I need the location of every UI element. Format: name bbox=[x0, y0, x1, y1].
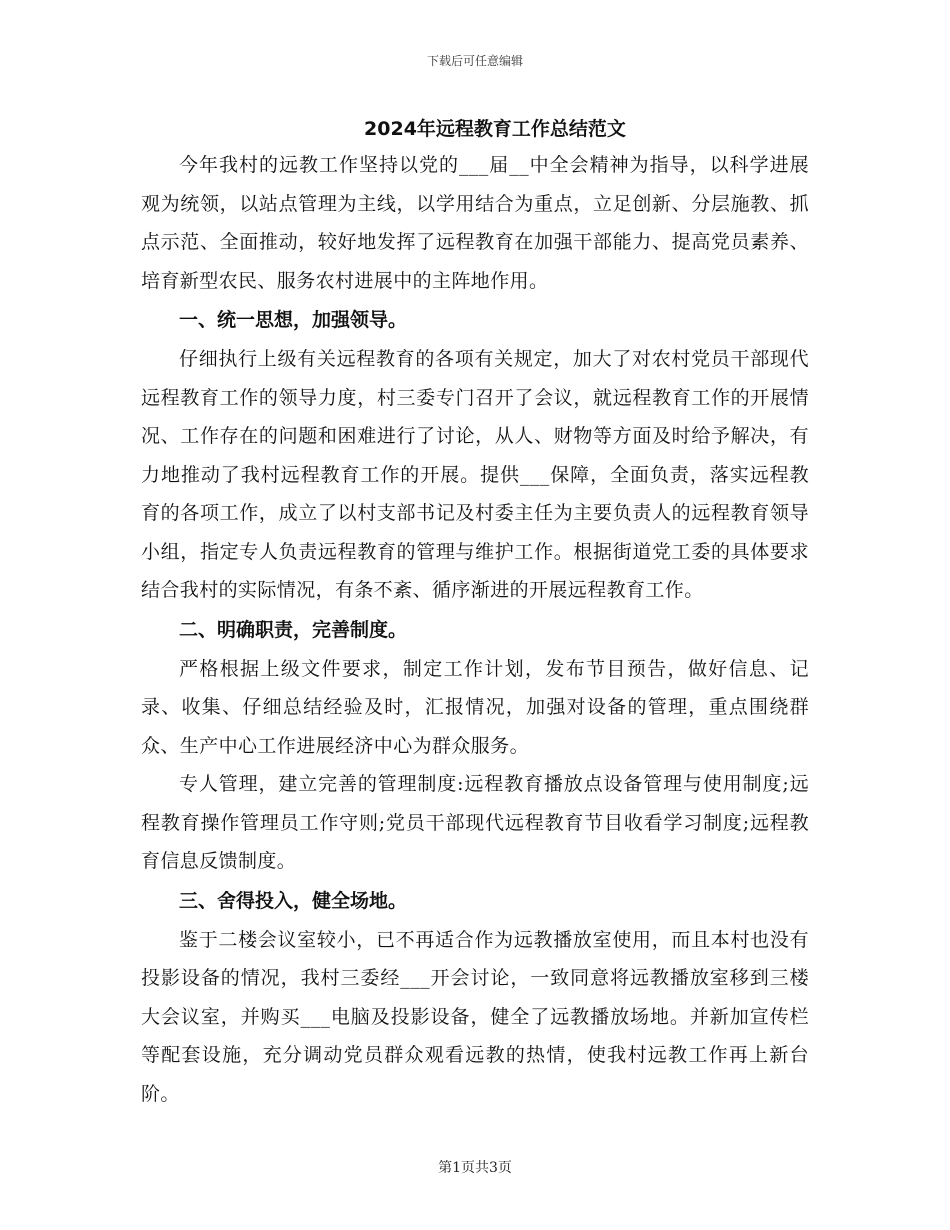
section3-heading: 三、舍得投入，健全场地。 bbox=[179, 889, 408, 912]
section2-heading: 二、明确职责，完善制度。 bbox=[179, 618, 408, 641]
section3-paragraph-1: 鉴于二楼会议室较小，已不再适合作为远教播放室使用，而且本村也没有投影设备的情况，我村三委经___开会讨论，一致同意将远教播放室移到三楼大会议室，并购买___电脑及投影设备，健全了远教播放场地。并新加宣传栏等配套设施，充分调动党员群众观看远教的热情，使我村远教工作再上新台阶。 bbox=[141, 928, 809, 1105]
intro-paragraph: 今年我村的远教工作坚持以党的___届__中全会精神为指导，以科学进展观为统领，以站点管理为主线，以学用结合为重点，立足创新、分层施教、抓点示范、全面推动，较好地发挥了远程教育在加强干部能力、提高党员素养、培育新型农民、服务农村进展中的主阵地作用。 bbox=[141, 154, 809, 292]
section2-paragraph-2: 专人管理，建立完善的管理制度:远程教育播放点设备管理与使用制度;远程教育操作管理员工作守则;党员干部现代远程教育节目收看学习制度;远程教育信息反馈制度。 bbox=[141, 773, 809, 872]
section2-paragraph-1: 严格根据上级文件要求，制定工作计划，发布节目预告，做好信息、记录、收集、仔细总结经验及时，汇报情况，加强对设备的管理，重点围绕群众、生产中心工作进展经济中心为群众服务。 bbox=[141, 657, 809, 757]
document-body bbox=[141, 112, 809, 1113]
document-title: 2024年远程教育工作总结范文 bbox=[364, 118, 626, 140]
section1-heading: 一、统一思想，加强领导。 bbox=[179, 309, 408, 331]
page-header-note: 下载后可任意编辑 bbox=[426, 54, 523, 68]
section1-paragraph-1: 仔细执行上级有关远程教育的各项有关规定，加大了对农村党员干部现代远程教育工作的领导力度，村三委专门召开了会议，就远程教育工作的开展情况、工作存在的问题和困难进行了讨论，从人、财物等方面及时给予解决，有力地推动了我村远程教育工作的开展。提供___保障，全面负责，落实远程教育的各项工作，成立了以村支部书记及村委主任为主要负责人的远程教育领导小组，指定专人负责远程教育的管理与维护工作。根据街道党工委的具体要求结合我村的实际情况，有条不紊、循序渐进的开展远程教育工作。 bbox=[141, 348, 809, 601]
page-number-footer: 第1页共3页 bbox=[438, 1160, 512, 1176]
